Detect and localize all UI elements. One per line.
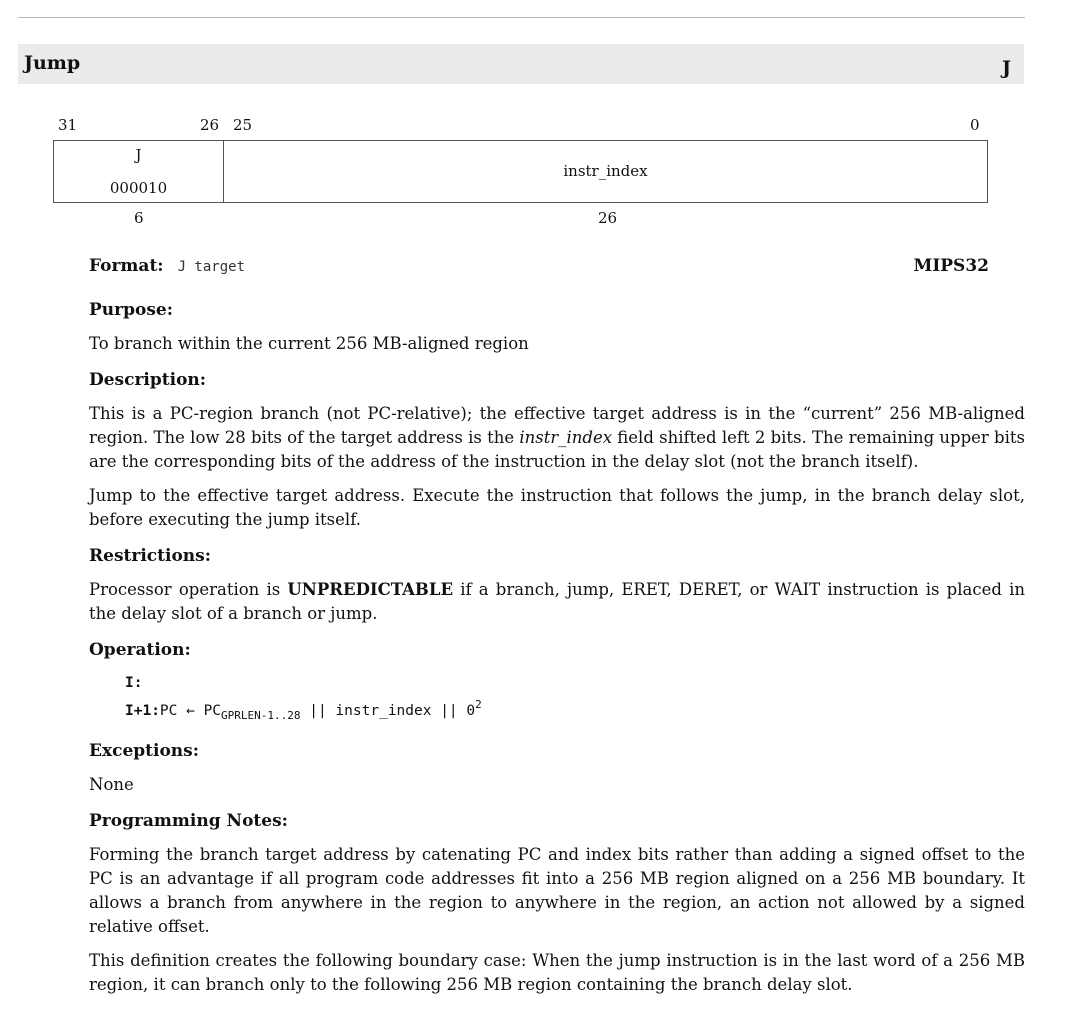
operation-line2-sup: 2 <box>475 698 482 711</box>
instruction-title: Jump <box>24 52 81 74</box>
operation-line1-label: I: <box>125 675 143 691</box>
description-text-a: This is a PC-region branch (not PC-relative); the effective target address is in the “current” 256 MB-aligned region. The low 28 bits of the target address is the <box>89 404 1025 447</box>
opcode-field-width: 6 <box>134 209 144 227</box>
restrictions-text-a: Processor operation is <box>89 580 288 599</box>
format-row <box>89 256 989 280</box>
restrictions-section <box>89 545 1025 626</box>
top-rule <box>18 17 1025 18</box>
programming-notes-paragraph-1: Forming the branch target address by catenating PC and index bits rather than adding a signed offset to the PC is an advantage if all program code addresses fit into a 256 MB region aligned on a 256 MB boundary. It allows a branch from anywhere in the region to anywhere in the region, an action not allowed by a signed relative offset. <box>89 845 1025 936</box>
bit-number-0: 0 <box>970 116 980 134</box>
operation-line2-sub: GPRLEN-1..28 <box>221 709 301 722</box>
purpose-heading: Purpose: <box>89 300 173 320</box>
instruction-mnemonic: J <box>1002 57 1011 79</box>
description-instr-index: instr_index <box>519 428 613 447</box>
instr-index-field-width: 26 <box>598 209 618 227</box>
operation-line2-label: I+1: <box>125 703 160 719</box>
restrictions-text <box>89 578 1025 626</box>
bit-number-31: 31 <box>58 116 78 134</box>
opcode-field-bits: 000010 <box>109 179 168 197</box>
description-paragraph-2: Jump to the effective target address. Execute the instruction that follows the jump, in the branch delay slot, before executing the jump itself. <box>89 486 1025 529</box>
purpose-section <box>89 299 1025 356</box>
instr-index-field-name: instr_index <box>563 162 648 180</box>
operation-heading: Operation: <box>89 640 191 660</box>
restrictions-unpredictable: UNPREDICTABLE <box>287 580 454 599</box>
opcode-field-name: J <box>135 146 142 164</box>
content <box>89 299 1025 1010</box>
programming-notes-heading: Programming Notes: <box>89 811 288 831</box>
purpose-text: To branch within the current 256 MB-aligned region <box>89 334 529 353</box>
bit-number-26: 26 <box>200 116 220 134</box>
title-bar <box>18 44 1024 84</box>
encoding-diagram <box>53 140 988 203</box>
programming-notes-paragraph-2: This definition creates the following boundary case: When the jump instruction is in the last word of a 256 MB region, it can branch only to the following 256 MB region containing the branch delay slot. <box>89 951 1025 994</box>
programming-notes-section <box>89 810 1025 997</box>
operation-pseudocode <box>125 672 1025 727</box>
operation-section <box>89 639 1025 727</box>
description-section <box>89 369 1025 532</box>
format-label: Format: <box>89 256 164 276</box>
operation-line2-b: || instr_index || 0 <box>300 703 476 719</box>
architecture-label: MIPS32 <box>913 256 989 276</box>
exceptions-section <box>89 740 1025 797</box>
description-paragraph-1 <box>89 402 1025 474</box>
exceptions-text: None <box>89 775 134 794</box>
format-code: J target <box>177 259 246 275</box>
restrictions-text-b: if a branch, jump, ERET, DERET, or WAIT instruction is placed in the delay slot of a branch or jump. <box>89 580 1025 623</box>
restrictions-heading: Restrictions: <box>89 546 211 566</box>
exceptions-heading: Exceptions: <box>89 741 200 761</box>
description-text-b: field shifted left 2 bits. The remaining upper bits are the corresponding bits of the address of the instruction in the delay slot (not the branch itself). <box>89 428 1025 471</box>
description-heading: Description: <box>89 370 207 390</box>
operation-line2-a: PC ← PC <box>159 703 222 719</box>
bit-number-25: 25 <box>233 116 253 134</box>
